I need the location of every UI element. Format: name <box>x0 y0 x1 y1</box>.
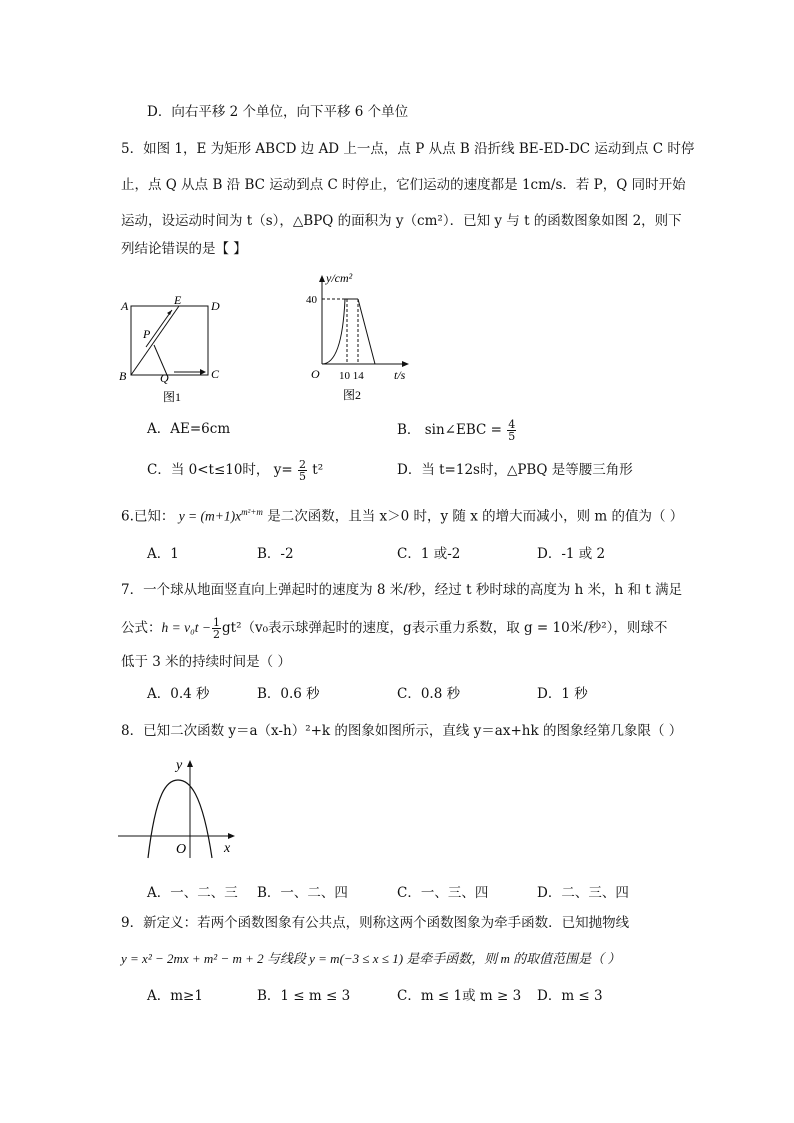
q9-option-a: A．m≥1 <box>147 988 203 1004</box>
q7-option-d: D．1 秒 <box>537 686 588 702</box>
q8-stem: 8．已知二次函数 y＝a（x-h）²+k 的图象如图所示，直线 y＝ax+hk 的图象经第几象限（ ） <box>121 723 683 739</box>
label-E: E <box>174 293 182 307</box>
q7-formula-b: gt²（v₀表示球弹起时的速度，g表示重力系数，取 g = 10米/秒²），则球不 <box>222 620 668 636</box>
fraction-denominator: 5 <box>298 470 306 483</box>
q5-option-c-tail: t² <box>312 462 324 478</box>
q7-half-fraction <box>212 617 221 640</box>
q9-option-b: B．1 ≤ m ≤ 3 <box>257 988 351 1004</box>
q6-stem <box>121 502 683 527</box>
q6-option-c: C．1 或-2 <box>397 546 461 562</box>
q8-y-axis-label: y <box>176 758 183 773</box>
q4-option-d: D．向右平移 2 个单位，向下平移 6 个单位 <box>147 104 409 120</box>
label-P: P <box>143 327 151 341</box>
q8-parabola-figure <box>118 756 243 866</box>
q8-option-a: A．一、二、三 <box>147 885 238 901</box>
q5-option-c-prefix: C．当 0<t≤10时， <box>147 462 270 478</box>
q8-option-c: C．一、三、四 <box>397 885 489 901</box>
fraction-numerator: 4 <box>508 418 516 431</box>
fraction-numerator: 2 <box>298 458 306 471</box>
fig2-ylabel: y/cm² <box>326 271 353 285</box>
q8-option-d: D．二、三、四 <box>537 885 629 901</box>
q7-option-c: C．0.8 秒 <box>397 686 461 702</box>
q9-stem-line2: y = x² − 2mx + m² − m + 2 与线段 y = m(−3 ≤ x ≤ 1) 是牵手函数，则 m 的取值范围是（ ） <box>121 951 621 966</box>
q7-stem-line3: 低于 3 米的持续时间是（ ） <box>121 654 291 670</box>
figure2-caption: 图2 <box>343 388 362 402</box>
q6-option-a: A．1 <box>147 546 179 562</box>
q5-option-b-prefix: B． <box>397 422 421 438</box>
q5-figure2 <box>302 268 417 406</box>
q7-line2-prefix: 公式： <box>121 620 162 636</box>
fraction-numerator: 1 <box>213 616 221 629</box>
figure1-caption: 图1 <box>163 390 182 404</box>
q7-option-a: A．0.4 秒 <box>147 686 210 702</box>
q5-option-b <box>397 419 517 442</box>
q5-stem-line1: 5．如图 1，E 为矩形 ABCD 边 AD 上一点，点 P 从点 B 沿折线 BE-ED-DC 运动到点 C 时停 <box>121 141 695 157</box>
q6-prefix: 6.已知： <box>121 508 175 525</box>
label-D: D <box>211 299 220 313</box>
q5-stem-line4: 列结论错误的是【 】 <box>121 241 247 257</box>
label-Q: Q <box>160 371 169 385</box>
q5-option-d: D．当 t=12s时，△PBQ 是等腰三角形 <box>397 462 633 478</box>
fraction-denominator: 5 <box>508 430 516 443</box>
label-A: A <box>121 299 129 313</box>
q9-option-d: D．m ≤ 3 <box>537 988 603 1004</box>
q7-option-b: B．0.6 秒 <box>257 686 320 702</box>
q9-stem-line1: 9．新定义：若两个函数图象有公共点，则称这两个函数图象为牵手函数．已知抛物线 <box>121 915 630 931</box>
q5-option-b-expr: sin∠EBC = <box>424 422 502 438</box>
fig2-origin: O <box>311 367 320 381</box>
q7-stem-line2 <box>121 617 667 640</box>
label-B: B <box>119 369 127 383</box>
q8-option-b: B．一、二、四 <box>257 885 348 901</box>
q7-formula-a: h = v₀t − <box>161 620 212 635</box>
q8-x-axis-label: x <box>224 841 231 856</box>
q5-stem-line2: 止，点 Q 从点 B 沿 BC 运动到点 C 时停止，它们运动的速度都是 1cm/s．若 P，Q 同时开始 <box>121 177 686 193</box>
q5-option-c-fraction <box>298 459 307 482</box>
q5-figure1 <box>112 288 242 408</box>
q9-option-c: C．m ≤ 1或 m ≥ 3 <box>397 988 522 1004</box>
q8-origin-label: O <box>176 842 187 857</box>
q6-exponent: m²+m <box>241 507 263 517</box>
fig2-x-ticks: 10 14 <box>339 370 364 382</box>
q7-stem-line1: 7．一个球从地面竖直向上弹起时的速度为 8 米/秒，经过 t 秒时球的高度为 h 米，h 和 t 满足 <box>121 582 683 598</box>
q6-formula: y = (m+1)x <box>178 508 242 524</box>
q6-tail: 是二次函数，且当 x＞0 时，y 随 x 的增大而减小，则 m 的值为（ ） <box>262 508 684 525</box>
fig2-xlabel: t/s <box>394 368 406 382</box>
q5-option-b-fraction <box>507 419 516 442</box>
q5-stem-line3: 运动，设运动时间为 t（s），△BPQ 的面积为 y（cm²）．已知 y 与 t 的函数图象如图 2，则下 <box>121 213 682 229</box>
label-C: C <box>211 367 220 381</box>
q5-option-c-y: y= <box>273 462 293 478</box>
fraction-denominator: 2 <box>213 628 221 641</box>
q5-option-c <box>147 459 323 482</box>
q5-option-a: A．AE=6cm <box>147 421 231 437</box>
q6-option-b: B．-2 <box>257 546 294 562</box>
fig2-y-tick: 40 <box>306 294 317 306</box>
q6-option-d: D．-1 或 2 <box>537 546 606 562</box>
